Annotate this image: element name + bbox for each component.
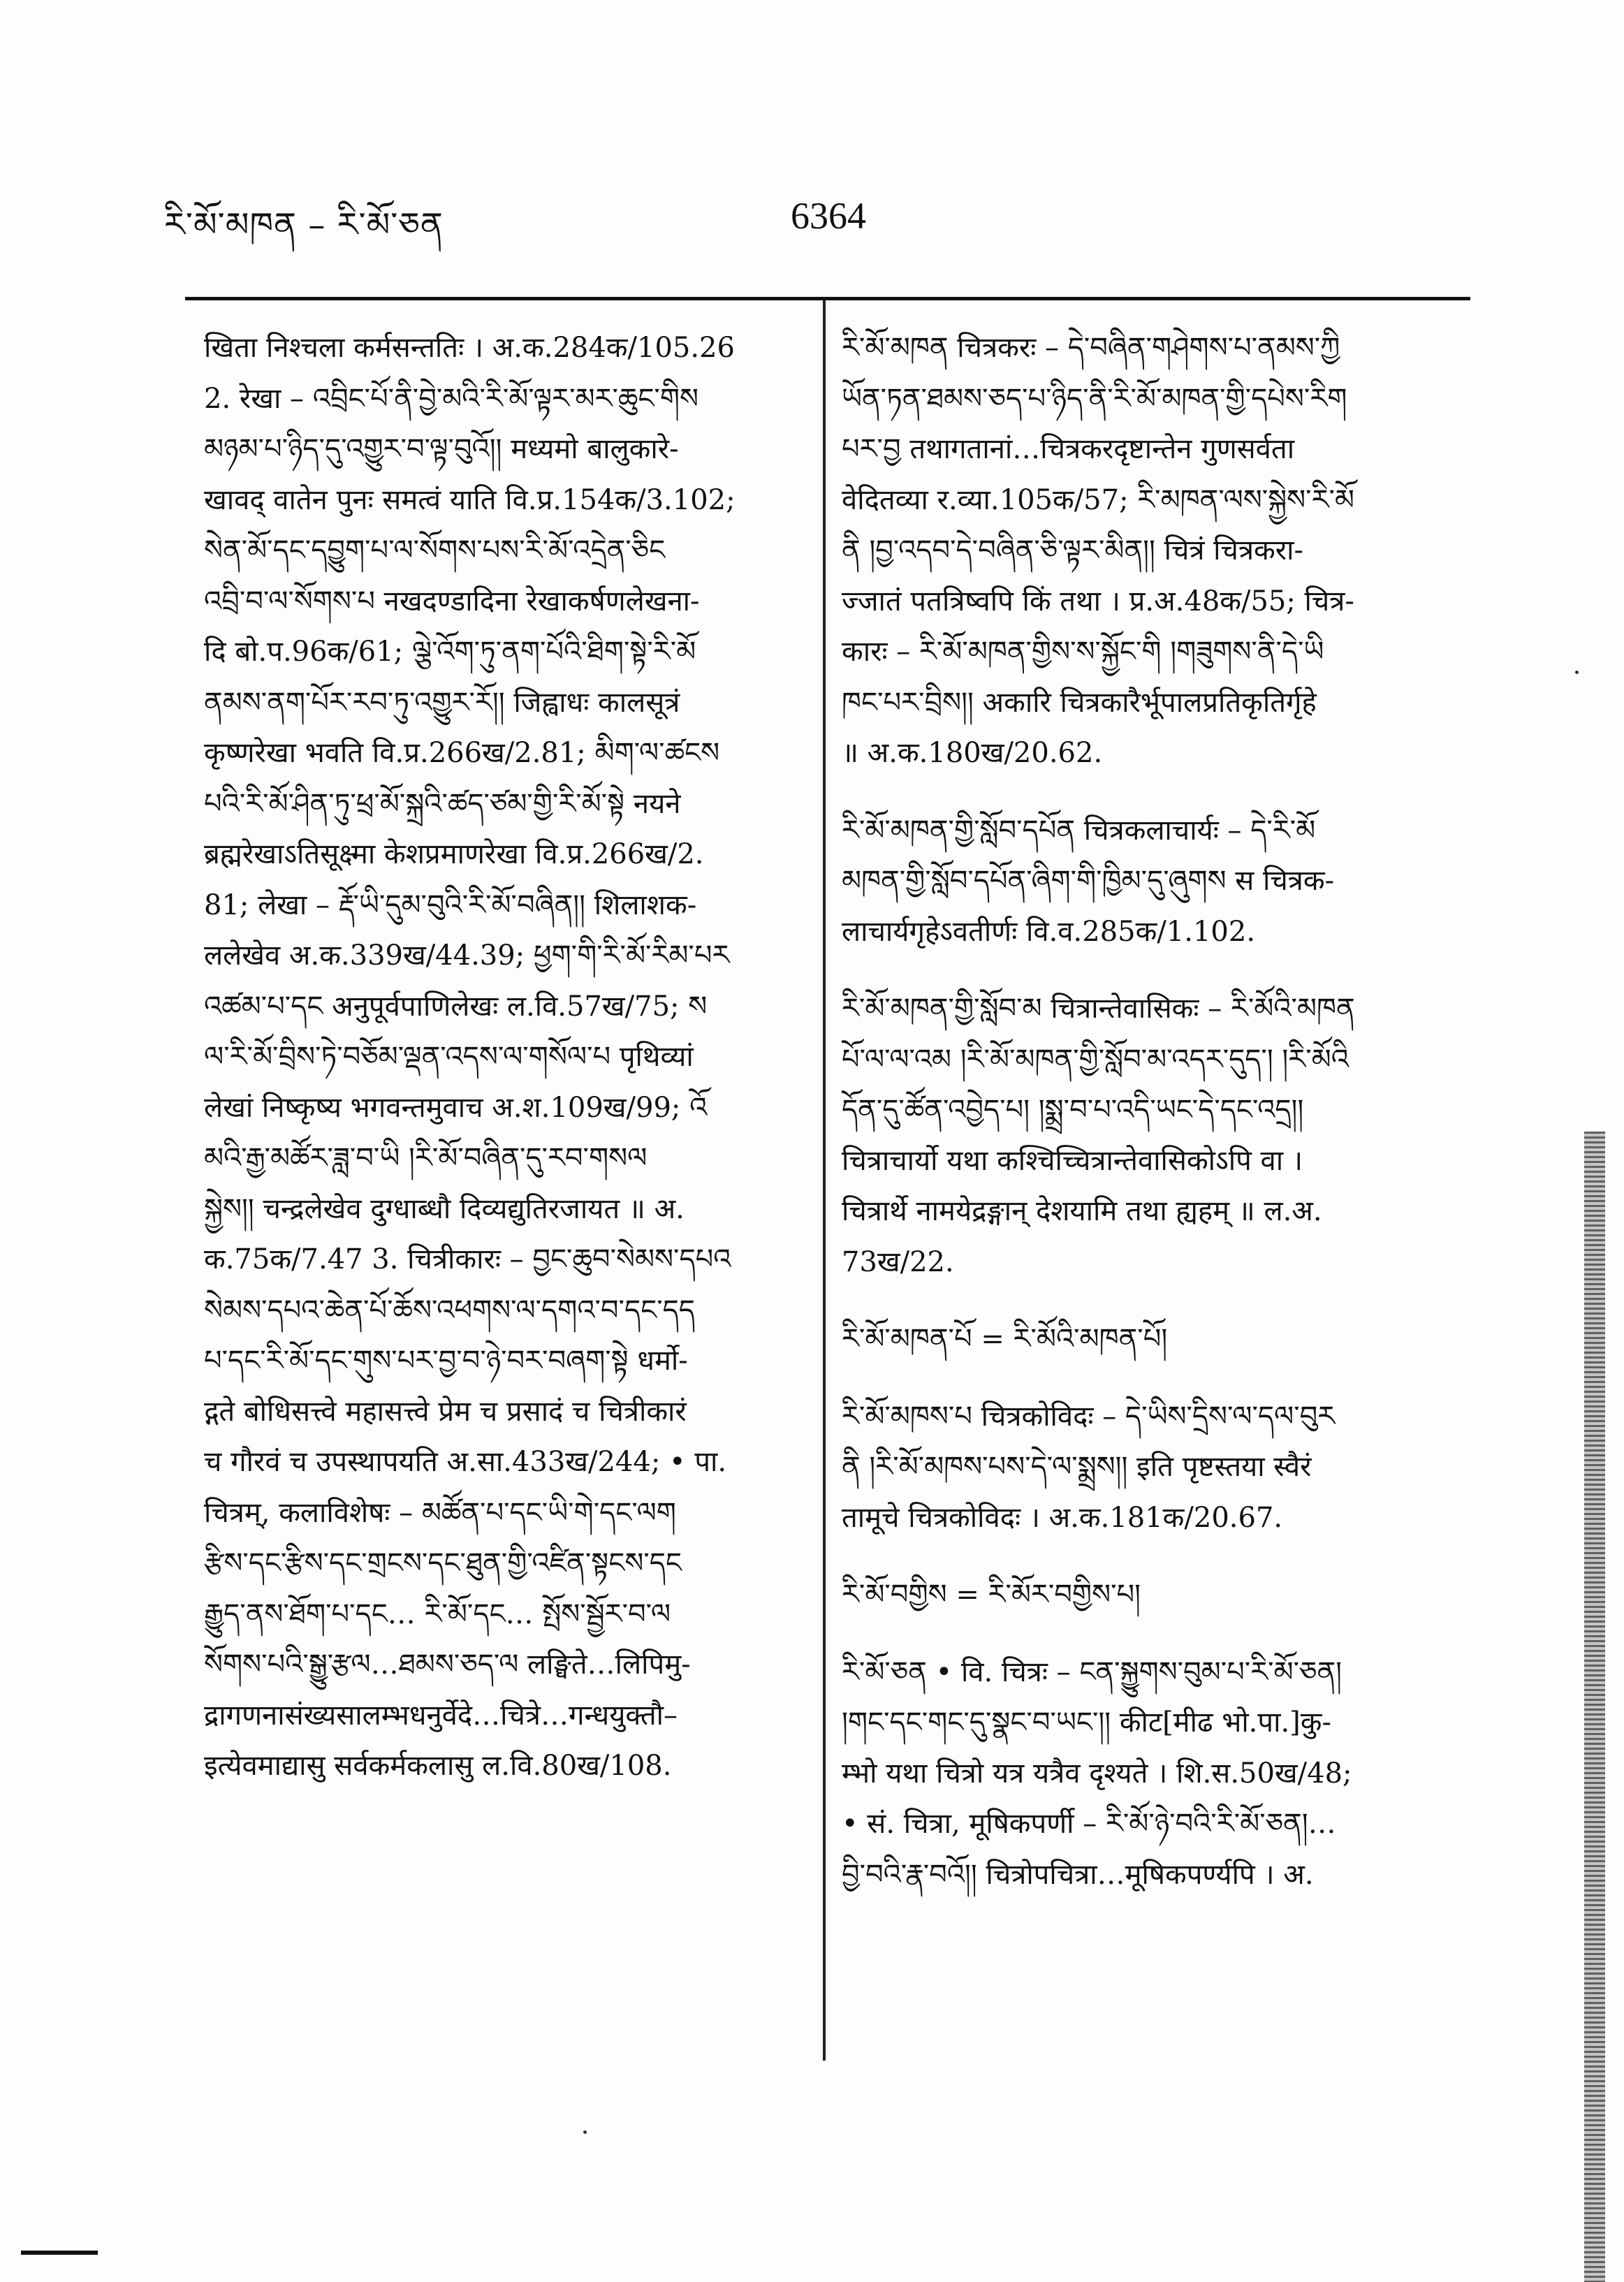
text-line: མཁན་གྱི་སློབ་དཔོན་ཞིག་གི་ཁྱིམ་དུ་ཞུགས स चित्रक-	[842, 865, 1335, 897]
text-line: ནམས་ནག་པོར་རབ་ཏུ་འགྱུར་རོ།། जिह्वाधः कालसूत्रं	[204, 686, 680, 719]
text-line: इत्येवमाद्यासु सर्वकर्मकलासु ल.वि.80ख/108.	[204, 1750, 672, 1782]
text-line: चित्रम्, कलाविशेषः – མཚོན་པ་དང་ཡི་གེ་དང་ལག	[204, 1496, 676, 1529]
text-line: པར་བྱ तथागतानां…चित्रकरदृष्टान्तेन गुणसर्वता	[842, 433, 1295, 465]
text-line: कारः – རི་མོ་མཁན་གྱིས་ས་སྐྱོང་གི །གཟུགས་ནི་དེ་ཡི	[842, 636, 1324, 668]
text-line: རི་མོ་མཁན་གྱི་སློབ་དཔོན चित्रकलाचार्यः – དེ་རི་མོ	[842, 814, 1316, 847]
entry-gap	[842, 779, 1456, 805]
text-line: 73ख/22.	[842, 1245, 954, 1278]
left-column	[204, 323, 805, 1792]
text-line: दि बो.प.96क/61; ལྕེ་འོག་ཏུ་ནག་པོའི་ཐིག་སྟེ་རི་མོ	[204, 636, 696, 668]
text-line: རྩིས་དང་རྩིས་དང་གྲངས་དང་ཐུན་གྱི་འཛིན་སྟངས་དང	[204, 1547, 682, 1579]
text-line: སོགས་པའི་སྒྱུ་རྩལ…ཐམས་ཅད་ལ लङ्घिते…लिपिमु-	[204, 1648, 691, 1681]
text-line: ནི །བྱ་འདབ་དེ་བཞིན་ཅི་ལྟར་མིན།། चित्रं चित्रकरा-	[842, 534, 1303, 566]
text-line: चित्रार्थे नामयेद्रङ्गान् देशयामि तथा ह्यहम् ॥ ल.अ.	[842, 1195, 1322, 1227]
binding-edge	[1584, 1132, 1605, 2282]
text-line: རྒྱུད་ནས་ཐོག་པ་དང… རི་མོ་དང… སྤོས་སྦྱོར་བ་ལ	[204, 1597, 671, 1630]
text-line: खिता निश्चला कर्मसन्ततिः । अ.क.284क/105.26	[204, 332, 735, 364]
text-line: རི་མོ་མཁས་པ चित्रकोविदः – དེ་ཡིས་དྲིས་ལ་དལ་བུར	[842, 1400, 1336, 1433]
text-line: རི་མོ་མཁན་པོ = རི་མོའི་མཁན་པོ།	[842, 1323, 1168, 1355]
text-line: म्भो यथा चित्रो यत्र यत्रैव दृश्यते । शि.स.50ख/48;	[842, 1757, 1352, 1790]
text-line: པོ་ལ་ལ་འམ །རི་མོ་མཁན་གྱི་སློབ་མ་འདར་དུད་། །རི་མོའི	[842, 1043, 1349, 1076]
text-line: च गौरवं च उपस्थापयति अ.सा.433ख/244; • पा.	[204, 1446, 727, 1478]
entry-gap	[842, 957, 1456, 983]
text-line: चित्राचार्यो यथा कश्चिच्चित्रान्तेवासिकोऽपि वा ।	[842, 1144, 1303, 1177]
text-line: क.75क/7.47 3. चित्रीकारः – བྱང་ཆུབ་སེམས་དཔའ	[204, 1243, 731, 1275]
header-rule	[185, 297, 1470, 300]
text-line: ललेखेव अ.क.339ख/44.39; ཕྱག་གི་རི་མོ་རིམ་པར	[204, 939, 730, 972]
text-line: སེན་མོ་དང་དབྱུག་པ་ལ་སོགས་པས་རི་མོ་འདྲེན་ཅིང	[204, 534, 666, 566]
text-line: तामूचे चित्रकोविदः । अ.क.181क/20.67.	[842, 1501, 1283, 1534]
scan-speck	[1575, 671, 1579, 674]
text-line: 2. रेखा – འབྲིང་པོ་ནི་བྱེ་མའི་རི་མོ་ལྟར་མར་ཆུང་གིས	[204, 382, 698, 415]
text-line: ཁང་པར་བྲིས།། अकारि चित्रकारैर्भूपालप्रतिकृतिर्गृहे	[842, 686, 1317, 719]
scan-mark	[21, 2251, 98, 2255]
text-line: ལ་རི་མོ་བྲིས་ཏེ་བཅོམ་ལྡན་འདས་ལ་གསོལ་པ पृथिव्यां	[204, 1041, 694, 1073]
text-line: རི་མོ་མཁན་གྱི་སློབ་མ चित्रान्तेवासिकः – རི་མོའི་མཁན	[842, 993, 1355, 1025]
text-line: མཉམ་པ་ཉིད་དུ་འགྱུར་བ་ལྟ་བུའོ།། मध्यमो बालुकारे-	[204, 433, 679, 465]
text-line: ॥ अ.क.180ख/20.62.	[842, 737, 1103, 769]
text-line: འཚམ་པ་དང अनुपूर्वपाणिलेखः ल.वि.57ख/75; ས	[204, 990, 708, 1023]
entry-gap	[842, 1287, 1456, 1314]
text-line: མའི་རྒྱ་མཚོར་ཟླ་བ་ཡི །རི་མོ་བཞིན་དུ་རབ་གསལ	[204, 1142, 648, 1174]
text-line: བྱི་བའི་རྣ་བའོ།། चित्रोपचित्रा…मूषिकपर्ण्यपि । अ.	[842, 1858, 1314, 1891]
column-divider	[823, 300, 826, 2061]
text-line: • सं. चित्रा, मूषिकपर्णी – རི་མོ་ཉེ་བའི་རི་མོ་ཅན།…	[842, 1808, 1336, 1840]
text-line: ब्रह्मरेखाऽतिसूक्ष्मा केशप्रमाणरेखा वि.प्र.266ख/2.	[204, 838, 704, 870]
page-number: 6364	[791, 195, 866, 237]
text-line: པའི་རི་མོ་ཤིན་ཏུ་ཕྲ་མོ་སྐྲའི་ཚད་ཙམ་གྱི་རི་མོ་སྟེ नयने	[204, 787, 681, 820]
text-line: द्गते बोधिसत्त्वे महासत्त्वे प्रेम च प्रसादं च चित्रीकारं	[204, 1395, 687, 1428]
running-header: རི་མོ་མཁན – རི་མོ་ཅན	[164, 205, 444, 244]
scan-speck	[583, 2130, 587, 2134]
text-line: वेदितव्या र.व्या.105क/57; རི་མཁན་ལས་སྐྱེས་རི་མོ	[842, 483, 1354, 516]
text-line: लाचार्यगृहेऽवतीर्णः वि.व.285क/1.102.	[842, 915, 1256, 948]
text-line: लेखां निष्कृष्य भगवन्तमुवाच अ.श.109ख/99; འོ	[204, 1091, 708, 1124]
text-line: སེམས་དཔའ་ཆེན་པོ་ཆོས་འཕགས་ལ་དགའ་བ་དང་དད	[204, 1294, 695, 1326]
text-line: པ་དང་རི་མོ་དང་གུས་པར་བྱ་བ་ཉེ་བར་བཞག་སྟེ धर्मो-	[204, 1345, 688, 1377]
text-line: འབྲི་བ་ལ་སོགས་པ नखदण्डादिना रेखाकर्षणलेखना-	[204, 585, 700, 617]
text-line: खावद् वातेन पुनः समत्वं याति वि.प्र.154क/3.102;	[204, 483, 736, 516]
text-line: ནི །རི་མོ་མཁས་པས་དེ་ལ་སྨྲས།། इति पृष्टस्तया स्वैरं	[842, 1451, 1312, 1483]
entry-gap	[842, 1365, 1456, 1391]
text-line: 81; लेखा – རྡོ་ཡི་དུམ་བུའི་རི་མོ་བཞིན།། शिलाशक-	[204, 888, 697, 921]
text-line: །གང་དང་གང་དུ་སྣང་བ་ཡང་།། कीट[मीढ भो.पा.]कु-	[842, 1706, 1332, 1739]
entry-gap	[842, 1543, 1456, 1570]
text-line: སྐྱེས།། चन्द्रलेखेव दुग्धाब्धौ दिव्यद्युतिरजायत ॥ अ.	[204, 1192, 685, 1225]
right-column	[842, 323, 1456, 1900]
text-line: རི་མོ་མཁན चित्रकरः – དེ་བཞིན་གཤེགས་པ་ནམས་ཀྱི	[842, 332, 1340, 364]
entry-gap	[842, 1621, 1456, 1647]
text-line: ཡོན་ཏན་ཐམས་ཅད་པ་ཉིད་ནི་རི་མོ་མཁན་གྱི་དཔེས་རིག	[842, 382, 1347, 415]
text-line: ज्जातं पतत्रिष्वपि किं तथा । प्र.अ.48क/55; चित्र-	[842, 585, 1354, 617]
text-line: कृष्णरेखा भवति वि.प्र.266ख/2.81; མིག་ལ་ཚངས	[204, 737, 720, 769]
text-line: द्रागणनासंख्यसालम्भधनुर्वेदे…चित्रे…गन्धयुक्तौ–	[204, 1699, 678, 1732]
text-line: དོན་དུ་ཚོན་འབྱེད་པ། །སྨྲ་བ་པ་འདི་ཡང་དེ་དང་འདྲ།།	[842, 1094, 1304, 1126]
text-line: རི་མོ་ཅན • वि. चित्रः – ངན་སྐྱུགས་བུམ་པ་རི་མོ་ཅན།	[842, 1655, 1343, 1688]
text-line: རི་མོ་བགྱིས = རི་མོར་བགྱིས་པ།	[842, 1579, 1141, 1611]
